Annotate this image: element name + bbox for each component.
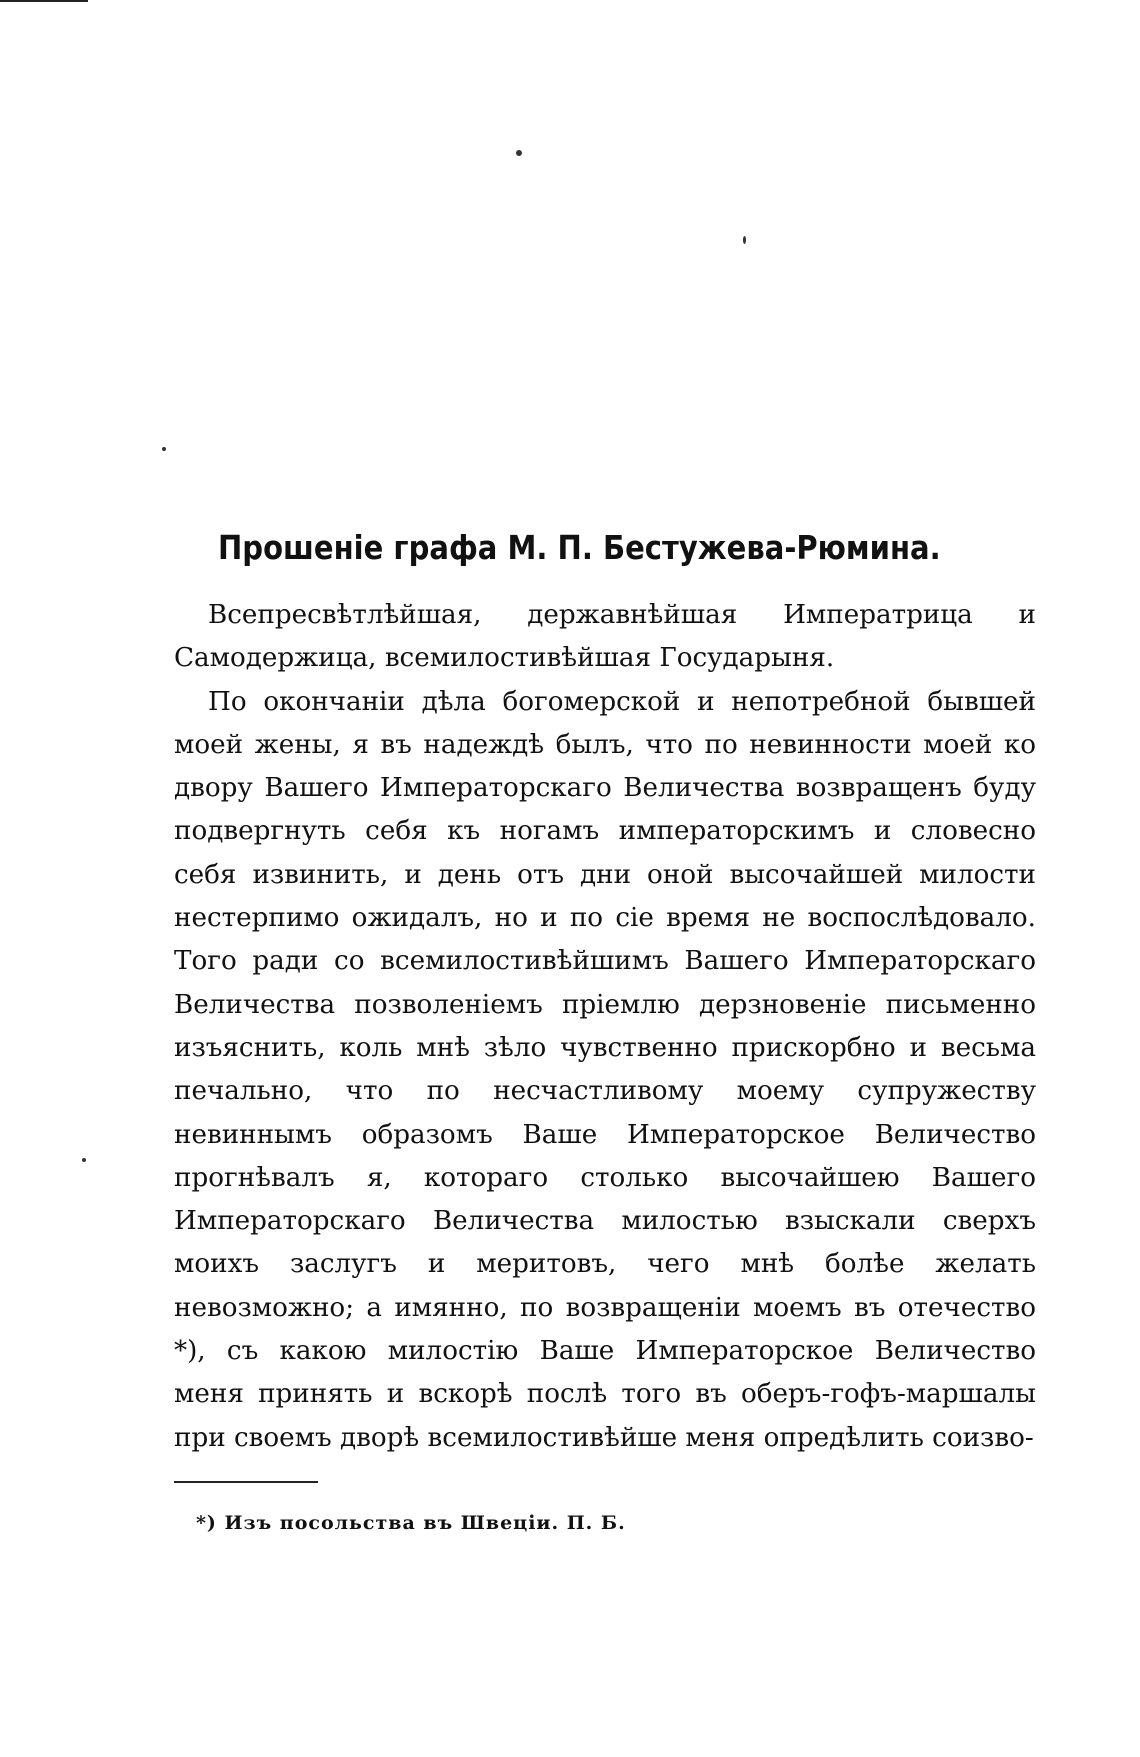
top-edge-rule <box>0 0 88 2</box>
footnote-rule <box>174 1481 318 1483</box>
letter-paragraph: По окончаніи дѣла богомерской и непотребной бывшей моей жены, я въ надеждѣ былъ, что по невинности моей ко двору Вашего Императорскаго Величества возвращенъ буду подвергнуть себя къ ногамъ императорскимъ и словесно себя извинить, и день отъ дни оной высочайшей милости нестерпимо ожидалъ, но и по сіе время не воспослѣдовало. Того ради со всемилостивѣйшимъ Вашего Императорскаго Величества позволеніемъ пріемлю дерзновеніе письменно изъяснить, коль мнѣ зѣло чувственно прискорбно и весьма печально, что по несчастливому моему супружеству невиннымъ образомъ Ваше Императорское Величество прогнѣвалъ я, котораго столько высочайшею Вашего Императорскаго Величества милостью взыскали сверхъ моихъ заслугъ и меритовъ, чего мнѣ болѣе желать невозможно; а имянно, по возвращеніи моемъ въ отечество *), съ какою милостію Ваше Императорское Величество меня принять и вскорѣ послѣ того въ оберъ-гофъ-маршалы при своемъ дворѣ всемилостивѣйше меня опредѣлить соизво- <box>174 686 1036 1453</box>
page-title: Прошеніе графа М. П. Бестужева-Рюмина. <box>218 528 941 567</box>
scan-speck <box>82 1158 86 1162</box>
scan-speck <box>743 236 746 244</box>
scan-speck <box>162 447 166 451</box>
footnote: *) Изъ посольства въ Швеціи. П. Б. <box>196 1512 626 1534</box>
scan-speck <box>516 150 522 156</box>
salutation: Всепресвѣтлѣйшая, державнѣйшая Императрица и Самодержица, всемилостивѣйшая Государыня. <box>174 600 1036 674</box>
letter-body <box>174 594 1036 1460</box>
